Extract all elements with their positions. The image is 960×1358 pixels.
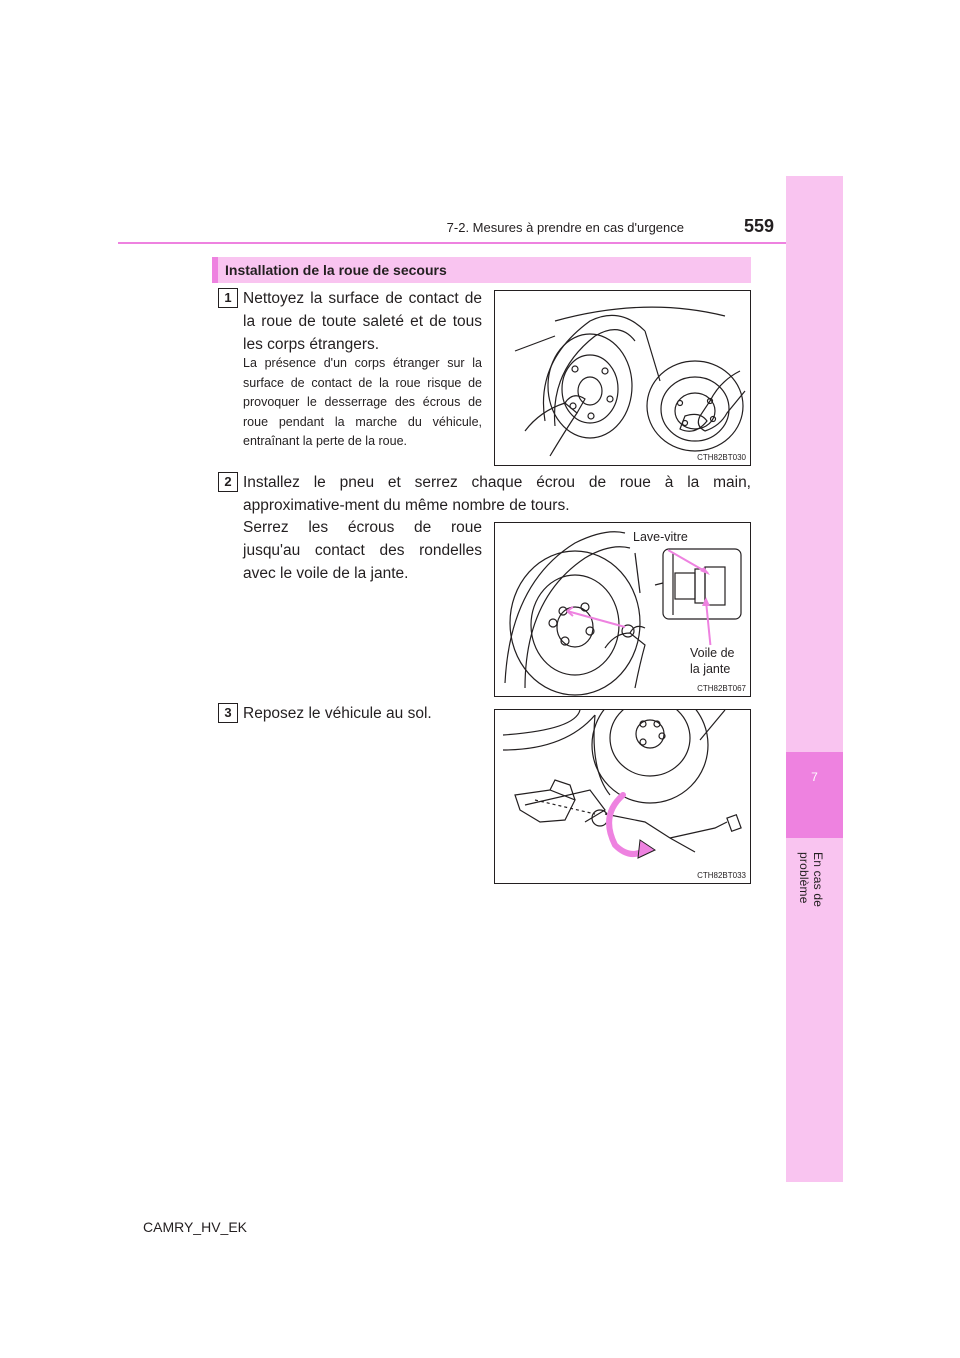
step-number-2: 2 [218,472,238,492]
callout-rim [690,645,734,677]
header-section-title: 7-2. Mesures à prendre en cas d'urgence [446,220,684,235]
lower-vehicle-illustration [495,710,751,884]
section-heading-bar [212,257,751,283]
step-1-note: La présence d'un corps étranger sur la surface de contact de la roue risque de provoquer le desserrage des écrous de roue pendant la marche du véhicule, entraînant la perte de la roue. [243,356,482,448]
figure-clean-hub [494,290,751,466]
figure-lower-vehicle [494,709,751,884]
chapter-active-marker [786,752,843,838]
chapter-number: 7 [811,770,818,784]
footer-document-code: CAMRY_HV_EK [143,1219,248,1235]
step-number-3: 3 [218,703,238,723]
clean-hub-illustration [495,291,751,466]
figure-code-3: CTH82BT033 [697,871,746,880]
callout-washer: Lave-vitre [633,530,688,544]
step-2-text: Installez le pneu et serrez chaque écrou de roue à la main, approximative-ment du même nombre de tours. [243,474,751,514]
step-number-1: 1 [218,288,238,308]
chapter-title: En cas de problème [797,852,825,908]
step-2-subtext: Serrez les écrous de roue jusqu'au contact des rondelles avec le voile de la jante. [243,519,482,582]
callout-rim-line-1: Voile de [690,646,735,660]
figure-code-1: CTH82BT030 [697,453,746,462]
step-3-text: Reposez le véhicule au sol. [243,705,432,722]
page-number: 559 [743,216,774,236]
chapter-side-tab [786,176,843,1182]
callout-rim-line-2: la jante [690,662,731,676]
step-1-text: Nettoyez la surface de contact de la roue de toute saleté et de tous les corps étrangers. [243,290,482,353]
header-rule [118,242,786,244]
figure-code-2: CTH82BT067 [697,684,746,693]
section-title: Installation de la roue de secours [225,262,447,278]
figure-install-wheel [494,522,751,697]
